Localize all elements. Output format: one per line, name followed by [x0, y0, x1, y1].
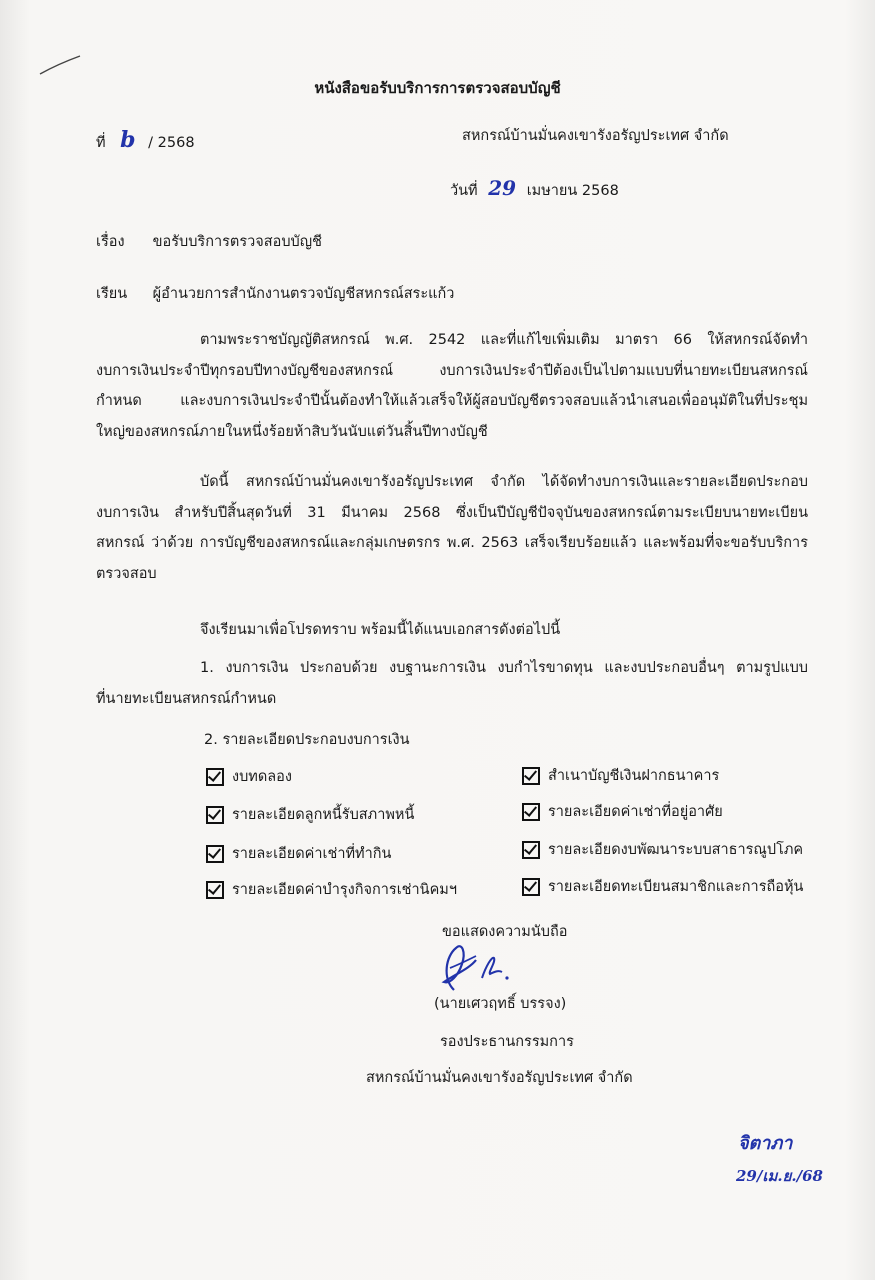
- paragraph-1-line: ตามพระราชบัญญัติสหกรณ์ พ.ศ. 2542 และที่แก้ไขเพิ่มเติม มาตรา 66 ให้สหกรณ์จัดทำ: [200, 332, 808, 348]
- date-prefix: วันที่: [450, 183, 478, 199]
- checked-box-icon: [522, 841, 540, 859]
- date-handwritten-day: 29: [488, 176, 517, 200]
- checklist-label: สำเนาบัญชีเงินฝากธนาคาร: [548, 768, 720, 784]
- paragraph-1-line: งบการเงินประจำปีทุกรอบปีทางบัญชีของสหกรณ์ งบการเงินประจำปีต้องเป็นไปตามแบบที่นายทะเบียนสหกรณ์: [96, 362, 808, 379]
- checklist-item: [522, 875, 803, 898]
- recipient-label: เรียน: [96, 286, 128, 302]
- signer-name: (นายเศวฤทธิ์ บรรจง): [434, 996, 567, 1012]
- paragraph-1: [96, 325, 808, 447]
- checklist-item: [522, 800, 723, 823]
- subject-line: [96, 232, 322, 252]
- checklist-label: รายละเอียดค่าเช่าที่อยู่อาศัย: [548, 804, 723, 820]
- recipient-line: [96, 284, 454, 304]
- checklist-item: [206, 803, 414, 826]
- checklist-item: [206, 878, 457, 901]
- attachment-item-1-line: 1. งบการเงิน ประกอบด้วย งบฐานะการเงิน งบกำไรขาดทุน และงบประกอบอื่นๆ ตามรูปแบบ: [200, 660, 808, 676]
- checklist-label: รายละเอียดลูกหนี้รับสภาพหนี้: [232, 807, 415, 823]
- attachment-item-1-line: ที่นายทะเบียนสหกรณ์กำหนด: [96, 690, 277, 707]
- subject-text: ขอรับบริการตรวจสอบบัญชี: [152, 234, 322, 250]
- org-header: สหกรณ์บ้านมั่นคงเขารังอรัญประเทศ จำกัด: [462, 128, 729, 144]
- checked-box-icon: [522, 878, 540, 896]
- checklist-item: [206, 765, 292, 788]
- checked-box-icon: [206, 768, 224, 786]
- document-date: [450, 178, 619, 201]
- reference-number: [96, 127, 195, 153]
- checked-box-icon: [206, 806, 224, 824]
- paragraph-3: จึงเรียนมาเพื่อโปรดทราบ พร้อมนี้ได้แนบเอกสารดังต่อไปนี้: [200, 622, 561, 638]
- signature: [432, 938, 522, 1000]
- checklist-label: รายละเอียดค่าบำรุงกิจการเช่านิคมฯ: [232, 882, 457, 898]
- paragraph-1-line: ใหญ่ของสหกรณ์ภายในหนึ่งร้อยห้าสิบวันนับแต่วันสิ้นปีทางบัญชี: [96, 423, 488, 440]
- paragraph-2: [96, 467, 808, 589]
- ref-handwritten-number: b: [120, 127, 136, 153]
- receipt-note-name: จิตาภา: [738, 1133, 793, 1154]
- signer-organization: สหกรณ์บ้านมั่นคงเขารังอรัญประเทศ จำกัด: [366, 1070, 633, 1086]
- checklist-label: รายละเอียดทะเบียนสมาชิกและการถือหุ้น: [548, 879, 804, 895]
- date-month-year: เมษายน 2568: [526, 183, 619, 199]
- receipt-note-date: 29/เม.ย./68: [736, 1167, 823, 1185]
- paragraph-2-line: สหกรณ์ ว่าด้วย การบัญชีของสหกรณ์และกลุ่มเกษตรกร พ.ศ. 2563 เสร็จเรียบร้อยแล้ว และพร้อมที่จะขอรับบริการ: [96, 535, 808, 551]
- pen-mark: [38, 52, 83, 78]
- checklist-label: รายละเอียดงบพัฒนาระบบสาธารณูปโภค: [548, 842, 804, 858]
- checked-box-icon: [206, 881, 224, 899]
- subject-label: เรื่อง: [96, 234, 125, 250]
- recipient-text: ผู้อำนวยการสำนักงานตรวจบัญชีสหกรณ์สระแก้ว: [152, 286, 455, 302]
- ref-prefix: ที่: [96, 135, 106, 151]
- document-title: หนังสือขอรับบริการการตรวจสอบบัญชี: [314, 79, 561, 97]
- checklist-label: รายละเอียดค่าเช่าที่ทำกิน: [232, 846, 392, 862]
- checklist-label: งบทดลอง: [232, 769, 292, 785]
- attachment-item-2: 2. รายละเอียดประกอบงบการเงิน: [204, 732, 410, 748]
- checklist-item: [522, 764, 719, 787]
- ref-year: / 2568: [148, 135, 195, 151]
- paragraph-1-line: กำหนด และงบการเงินประจำปีนั้นต้องทำให้แล้วเสร็จให้ผู้สอบบัญชีตรวจสอบแล้วนำเสนอเพื่ออนุมัติในที่ประชุม: [96, 393, 808, 409]
- attachment-item-1: [96, 653, 808, 714]
- checked-box-icon: [522, 767, 540, 785]
- paragraph-2-line: ตรวจสอบ: [96, 565, 157, 582]
- paragraph-2-line: บัดนี้ สหกรณ์บ้านมั่นคงเขารังอรัญประเทศ จำกัด ได้จัดทำงบการเงินและรายละเอียดประกอบ: [200, 474, 808, 490]
- checked-box-icon: [206, 845, 224, 863]
- paragraph-2-line: งบการเงิน สำหรับปีสิ้นสุดวันที่ 31 มีนาคม 2568 ซึ่งเป็นปีบัญชีปัจจุบันของสหกรณ์ตามระเบียบนายทะเบียน: [96, 504, 808, 521]
- checklist-item: [522, 838, 803, 861]
- checklist-item: [206, 842, 391, 865]
- closing-text: ขอแสดงความนับถือ: [442, 924, 568, 940]
- checked-box-icon: [522, 803, 540, 821]
- signer-position: รองประธานกรรมการ: [440, 1034, 574, 1050]
